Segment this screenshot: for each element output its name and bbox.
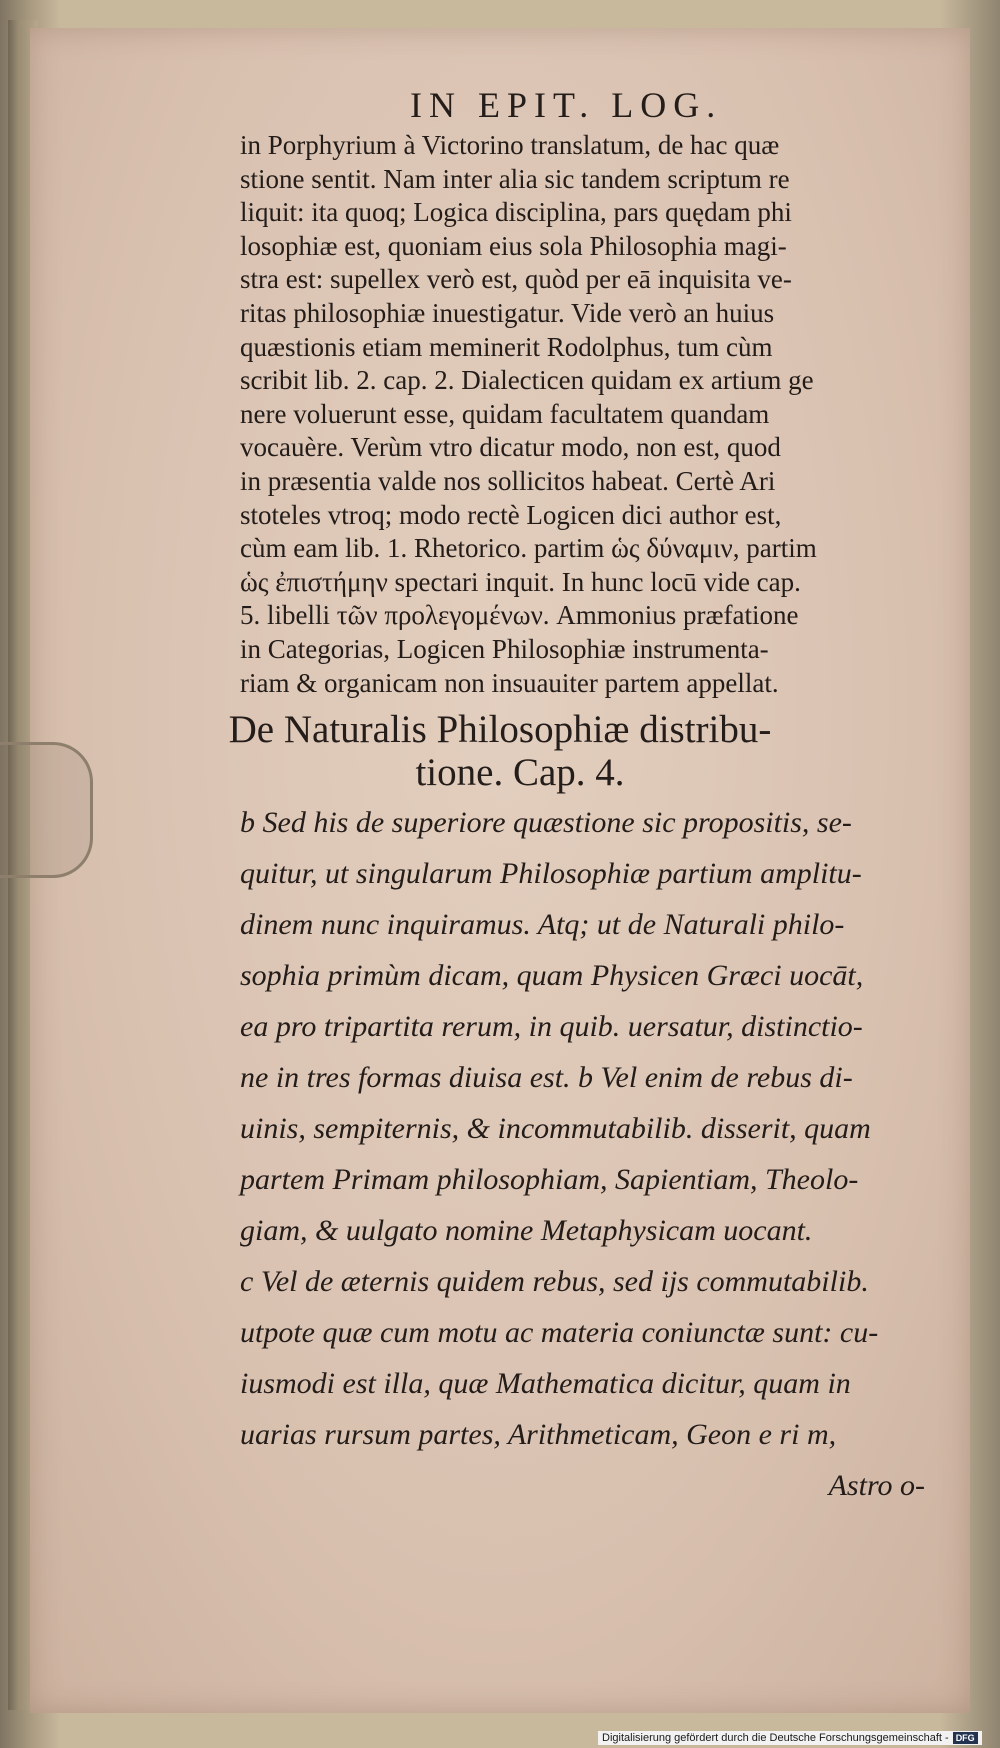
text-line: uarias rursum partes, Arithmeticam, Geon e ri m,	[240, 1418, 837, 1451]
digitization-credit	[598, 1731, 982, 1745]
text-line: dinem nunc inquiramus. Atq; ut de Naturali philo-	[240, 908, 845, 941]
text-line: losophiæ est, quoniam eius sola Philosophia magi-	[240, 230, 787, 261]
italic-text-block	[240, 797, 940, 1511]
text-line: 5. libelli τῶν προλεγομένων. Ammonius præfatione	[240, 600, 799, 631]
text-line: c Vel de æternis quidem rebus, sed ijs commutabilib.	[240, 1265, 869, 1298]
text-line: vocauère. Verùm vtro dicatur modo, non est, quod	[240, 432, 781, 463]
text-line: in Porphyrium à Victorino translatum, de hac quæ	[240, 130, 780, 160]
text-line: riam & organicam non insuauiter partem appellat.	[240, 667, 779, 698]
text-line: b Sed his de superiore quæstione sic propositis, se-	[240, 806, 852, 839]
text-line: uinis, sempiternis, & incommutabilib. disserit, quam	[240, 1112, 871, 1145]
text-line: giam, & uulgato nomine Metaphysicam uocant.	[240, 1214, 813, 1247]
catchword: Astro o-	[828, 1469, 925, 1502]
text-line: utpote quæ cum motu ac materia coniunctæ sunt: cu-	[240, 1316, 879, 1349]
text-line: ne in tres formas diuisa est. b Vel enim de rebus di-	[240, 1061, 853, 1094]
text-line: in Categorias, Logicen Philosophiæ instrumenta-	[240, 633, 769, 664]
chapter-heading: De Naturalis Philosophiæ distribu-	[228, 708, 772, 751]
text-line: stione sentit. Nam inter alia sic tandem scriptum re	[240, 163, 790, 194]
text-line: nere voluerunt esse, quidam facultatem quandam	[240, 398, 770, 429]
text-line: ritas philosophiæ inuestigatur. Vide verò an huius	[240, 297, 775, 328]
chapter-heading-continued: tione. Cap. 4.	[415, 751, 625, 794]
book-clasp	[0, 742, 93, 878]
text-line: iusmodi est illa, quæ Mathematica dicitur, quam in	[240, 1367, 851, 1400]
dfg-logo: DFG	[953, 1732, 978, 1744]
text-line: stoteles vtroq; modo rectè Logicen dici author est,	[240, 499, 782, 530]
text-line: stra est: supellex verò est, quòd per eā inquisita ve-	[240, 264, 792, 295]
credit-text: Digitalisierung gefördert durch die Deutsche Forschungsgemeinschaft -	[602, 1732, 949, 1744]
text-line: ea pro tripartita rerum, in quib. uersatur, distinctio-	[240, 1010, 863, 1043]
text-line: cùm eam lib. 1. Rhetorico. partim ὡς δύναμιν, partim	[240, 533, 817, 564]
text-line: partem Primam philosophiam, Sapientiam, Theolo-	[240, 1163, 859, 1196]
text-line: quæstionis etiam meminerit Rodolphus, tum cùm	[240, 331, 773, 362]
text-line: liquit: ita quoq; Logica disciplina, pars quędam phi	[240, 197, 792, 228]
text-line: scribit lib. 2. cap. 2. Dialecticen quidam ex artium ge	[240, 365, 814, 396]
text-line: ὡς ἐπιστήμην spectari inquit. In hunc locū vide cap.	[240, 566, 801, 597]
text-line: in præsentia valde nos sollicitos habeat. Certè Ari	[240, 465, 776, 496]
text-line: sophia primùm dicam, quam Physicen Græci uocāt,	[240, 959, 864, 992]
running-head: IN EPIT. LOG.	[410, 85, 723, 125]
roman-text-block	[240, 129, 940, 700]
text-line: quitur, ut singularum Philosophiæ partium amplitu-	[240, 857, 862, 890]
